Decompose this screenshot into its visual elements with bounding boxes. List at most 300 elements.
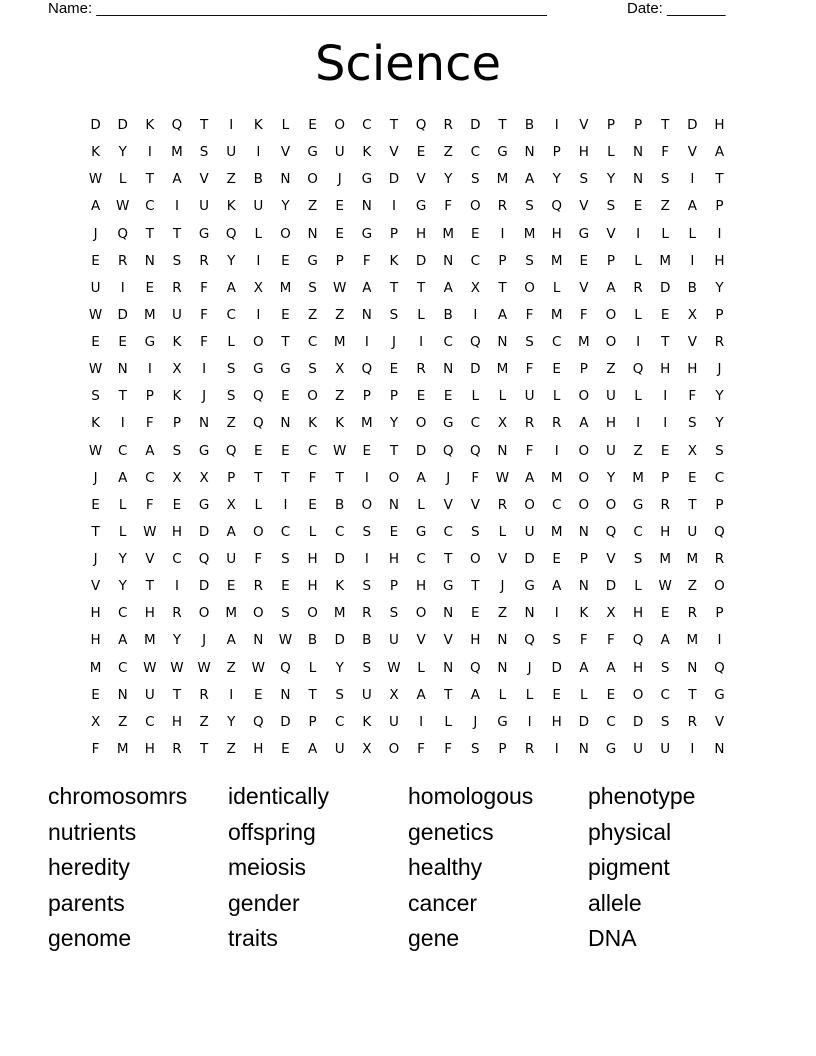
grid-letter: R <box>497 496 508 513</box>
grid-letter: Z <box>687 578 697 595</box>
grid-letter: G <box>198 225 210 242</box>
grid-letter: Q <box>714 523 725 540</box>
grid-letter: I <box>636 415 641 432</box>
grid-letter: Z <box>118 713 128 730</box>
grid-letter: Y <box>335 659 344 676</box>
grid-letter: V <box>470 496 480 513</box>
grid-letter: A <box>579 659 589 676</box>
grid-letter: X <box>470 279 480 296</box>
grid-letter: T <box>199 740 209 757</box>
grid-letter: C <box>145 713 155 730</box>
grid-letter: N <box>497 659 508 676</box>
grid-letter: H <box>687 361 698 378</box>
grid-letter: Q <box>252 415 264 432</box>
grid-letter: Q <box>469 442 481 459</box>
grid-letter: R <box>551 415 562 432</box>
grid-letter: L <box>118 523 127 540</box>
grid-letter: S <box>660 713 670 730</box>
grid-letter: V <box>579 117 589 133</box>
grid-letter: C <box>117 659 128 676</box>
grid-letter: O <box>632 686 644 703</box>
grid-letter: Q <box>280 659 291 676</box>
grid-letter: L <box>417 496 425 513</box>
grid-letter: T <box>498 117 507 133</box>
grid-letter: R <box>172 740 182 757</box>
grid-letter: E <box>688 469 697 486</box>
grid-letter: T <box>145 171 154 188</box>
grid-letter: V <box>579 198 589 215</box>
grid-letter: P <box>145 388 154 405</box>
grid-letter: S <box>389 605 399 622</box>
grid-letter: P <box>606 252 616 269</box>
grid-letter: O <box>415 605 427 622</box>
grid-letter: L <box>634 578 642 595</box>
grid-letter: J <box>473 713 478 730</box>
grid-letter: E <box>362 442 372 459</box>
grid-letter: D <box>90 117 101 133</box>
grid-letter: M <box>550 523 563 540</box>
grid-letter: I <box>202 361 207 378</box>
grid-letter: A <box>606 659 616 676</box>
grid-letter: I <box>147 144 152 161</box>
grid-letter: U <box>361 686 372 703</box>
word-list-item: pigment <box>588 854 670 880</box>
grid-letter: T <box>199 117 209 133</box>
grid-letter: C <box>145 469 155 486</box>
grid-letter: T <box>471 578 480 595</box>
grid-letter: N <box>497 334 508 350</box>
grid-letter: W <box>333 442 347 459</box>
grid-letter: T <box>661 334 670 350</box>
grid-letter: I <box>364 469 369 486</box>
grid-letter: J <box>500 578 505 595</box>
grid-letter: N <box>578 578 589 595</box>
grid-letter: E <box>633 198 643 215</box>
grid-letter: R <box>524 415 535 432</box>
grid-letter: X <box>362 740 372 757</box>
grid-letter: O <box>252 334 264 350</box>
grid-letter: S <box>633 551 643 567</box>
grid-letter: E <box>335 198 344 215</box>
grid-letter: G <box>361 225 373 242</box>
grid-letter: W <box>143 659 157 676</box>
grid-letter: O <box>578 388 590 405</box>
grid-letter: M <box>496 361 509 378</box>
grid-letter: I <box>256 252 261 269</box>
grid-letter: O <box>524 279 535 296</box>
grid-letter: D <box>280 713 291 730</box>
grid-letter: T <box>389 117 399 133</box>
grid-letter: R <box>416 361 426 378</box>
grid-letter: L <box>634 306 642 323</box>
grid-letter: H <box>307 578 318 595</box>
grid-letter: V <box>606 225 616 242</box>
grid-letter: V <box>687 334 697 350</box>
grid-letter: N <box>388 496 399 513</box>
grid-letter: R <box>660 496 670 513</box>
grid-letter: V <box>90 578 101 595</box>
grid-letter: B <box>253 171 263 188</box>
grid-letter: I <box>554 117 559 133</box>
grid-letter: K <box>226 198 236 215</box>
grid-letter: V <box>687 144 697 161</box>
grid-letter: L <box>471 388 480 405</box>
grid-letter: E <box>91 252 100 269</box>
grid-letter: F <box>444 198 453 215</box>
grid-letter: O <box>524 496 535 513</box>
grid-letter: A <box>226 523 236 540</box>
grid-letter: K <box>362 144 372 161</box>
grid-letter: K <box>172 334 182 350</box>
grid-letter: G <box>524 578 535 595</box>
grid-letter: J <box>337 171 342 188</box>
grid-letter: L <box>308 523 317 540</box>
grid-letter: N <box>443 605 454 622</box>
grid-letter: C <box>660 686 670 703</box>
grid-letter: N <box>524 144 535 161</box>
grid-letter: O <box>578 469 590 486</box>
grid-letter: C <box>334 713 345 730</box>
grid-letter: T <box>172 225 182 242</box>
grid-letter: Q <box>252 388 264 405</box>
grid-letter: R <box>253 578 263 595</box>
grid-letter: E <box>579 252 589 269</box>
grid-letter: F <box>525 361 534 378</box>
grid-letter: S <box>579 171 589 188</box>
grid-letter: Q <box>225 442 237 459</box>
grid-letter: F <box>688 388 697 405</box>
grid-letter: E <box>606 686 616 703</box>
grid-letter: O <box>361 496 373 513</box>
grid-letter: P <box>362 388 371 405</box>
grid-letter: F <box>362 252 371 269</box>
grid-letter: M <box>686 632 699 649</box>
grid-letter: I <box>229 686 234 703</box>
grid-letter: A <box>362 279 372 296</box>
word-list-item: allele <box>588 889 642 916</box>
grid-letter: L <box>254 496 263 513</box>
grid-letter: K <box>172 388 182 405</box>
grid-letter: J <box>391 334 396 350</box>
grid-letter: M <box>333 605 346 622</box>
grid-letter: C <box>362 117 372 133</box>
grid-letter: J <box>93 469 98 486</box>
grid-letter: U <box>388 713 399 730</box>
grid-letter: V <box>145 551 155 567</box>
grid-letter: K <box>91 144 100 161</box>
grid-letter: N <box>253 632 264 649</box>
grid-letter: N <box>280 415 291 432</box>
grid-letter: X <box>253 279 263 296</box>
word-list-item: identically <box>228 783 329 809</box>
grid-letter: S <box>172 252 182 269</box>
grid-letter: E <box>254 442 263 459</box>
grid-letter: P <box>308 713 317 730</box>
grid-letter: L <box>607 144 615 161</box>
grid-letter: E <box>308 117 317 133</box>
grid-letter: D <box>117 117 128 133</box>
grid-letter: H <box>415 225 427 242</box>
grid-letter: I <box>229 117 234 133</box>
grid-letter: R <box>117 252 128 269</box>
grid-letter: E <box>389 523 399 540</box>
grid-letter: T <box>254 469 263 486</box>
date-field: Date: _______ <box>627 0 726 17</box>
grid-letter: F <box>417 740 425 757</box>
grid-letter: O <box>307 171 318 188</box>
grid-letter: U <box>605 388 616 405</box>
grid-letter: X <box>172 361 182 378</box>
grid-letter: M <box>360 415 373 432</box>
grid-letter: U <box>334 144 345 161</box>
grid-letter: E <box>91 496 100 513</box>
grid-letter: G <box>361 171 373 188</box>
grid-letter: U <box>687 523 698 540</box>
grid-letter: I <box>364 551 369 567</box>
grid-letter: Z <box>226 740 236 757</box>
grid-letter: W <box>143 523 157 540</box>
grid-letter: V <box>579 279 589 296</box>
grid-letter: A <box>552 578 562 595</box>
grid-letter: T <box>444 551 453 567</box>
grid-letter: O <box>252 605 264 622</box>
grid-letter: R <box>172 279 182 296</box>
grid-letter: N <box>117 361 128 378</box>
grid-letter: Z <box>307 198 318 215</box>
grid-letter: C <box>117 605 128 622</box>
grid-letter: A <box>687 198 697 215</box>
grid-letter: L <box>308 659 317 676</box>
grid-letter: U <box>253 198 264 215</box>
grid-letter: P <box>661 469 670 486</box>
grid-letter: D <box>470 117 481 133</box>
grid-letter: H <box>632 659 644 676</box>
grid-letter: O <box>714 578 725 595</box>
word-list-item: parents <box>48 889 125 916</box>
grid-letter: S <box>199 144 209 161</box>
grid-letter: A <box>470 686 480 703</box>
grid-letter: L <box>552 279 561 296</box>
grid-letter: Z <box>226 415 236 432</box>
grid-letter: X <box>606 605 616 622</box>
grid-letter: W <box>88 442 103 459</box>
grid-letter: C <box>714 469 725 486</box>
grid-letter: P <box>633 117 643 133</box>
grid-letter: T <box>172 686 182 703</box>
grid-letter: A <box>524 171 535 188</box>
grid-letter: N <box>144 252 155 269</box>
grid-letter: Q <box>469 659 481 676</box>
grid-letter: N <box>578 740 589 757</box>
grid-letter: H <box>714 117 725 133</box>
grid-letter: A <box>579 415 589 432</box>
grid-letter: R <box>199 686 209 703</box>
grid-letter: Z <box>226 659 236 676</box>
grid-letter: P <box>498 252 507 269</box>
grid-letter: G <box>714 686 725 703</box>
grid-letter: E <box>416 388 426 405</box>
grid-letter: J <box>93 551 98 567</box>
grid-letter: A <box>714 144 725 161</box>
grid-letter: Q <box>551 198 562 215</box>
grid-letter: A <box>606 279 616 296</box>
grid-letter: I <box>554 605 559 622</box>
grid-letter: H <box>714 252 725 269</box>
grid-letter: M <box>333 334 346 350</box>
grid-letter: O <box>334 117 345 133</box>
grid-letter: Q <box>605 523 617 540</box>
grid-letter: P <box>498 740 507 757</box>
grid-letter: E <box>552 361 561 378</box>
grid-letter: I <box>174 578 179 595</box>
grid-letter: H <box>144 605 155 622</box>
word-list-item: DNA <box>588 925 637 951</box>
grid-letter: E <box>118 334 127 350</box>
grid-letter: P <box>389 578 399 595</box>
word-list-item: healthy <box>408 854 483 880</box>
grid-letter: O <box>280 225 291 242</box>
grid-letter: L <box>254 225 263 242</box>
grid-letter: T <box>389 279 399 296</box>
grid-letter: S <box>525 252 534 269</box>
grid-letter: Q <box>225 225 237 242</box>
grid-letter: H <box>388 551 400 567</box>
grid-letter: F <box>91 740 100 757</box>
grid-letter: D <box>659 279 671 296</box>
grid-letter: D <box>334 551 345 567</box>
grid-letter: I <box>690 171 695 188</box>
grid-letter: I <box>717 225 722 242</box>
grid-letter: A <box>497 306 508 323</box>
grid-letter: O <box>605 334 617 350</box>
name-field: Name: ______________________________________________________ <box>48 0 547 17</box>
grid-letter: V <box>199 171 209 188</box>
grid-letter: L <box>227 334 235 350</box>
grid-letter: U <box>144 686 155 703</box>
grid-letter: R <box>633 279 643 296</box>
grid-letter: D <box>415 252 427 269</box>
grid-letter: W <box>495 469 510 486</box>
grid-letter: Y <box>606 171 616 188</box>
grid-letter: N <box>199 415 210 432</box>
grid-letter: F <box>200 279 208 296</box>
grid-letter: L <box>444 713 452 730</box>
grid-letter: C <box>470 144 481 161</box>
grid-letter: I <box>147 361 152 378</box>
word-list-item: gene <box>408 925 460 951</box>
word-list-item: cancer <box>408 889 478 916</box>
grid-letter: K <box>335 578 345 595</box>
grid-letter: F <box>444 740 453 757</box>
grid-letter: Z <box>335 388 345 405</box>
word-list-item: phenotype <box>588 783 696 809</box>
grid-letter: P <box>389 225 399 242</box>
grid-letter: T <box>498 279 507 296</box>
grid-letter: L <box>498 523 507 540</box>
grid-letter: D <box>198 578 210 595</box>
grid-letter: Q <box>415 117 427 133</box>
grid-letter: I <box>120 415 125 432</box>
grid-letter: U <box>226 144 237 161</box>
grid-letter: A <box>118 632 128 649</box>
grid-letter: S <box>362 659 372 676</box>
grid-letter: S <box>226 388 236 405</box>
grid-letter: C <box>470 252 481 269</box>
grid-letter: O <box>252 523 264 540</box>
grid-letter: W <box>197 659 211 676</box>
grid-letter: U <box>90 279 101 296</box>
grid-letter: E <box>91 686 100 703</box>
grid-letter: R <box>199 252 209 269</box>
grid-letter: G <box>415 198 427 215</box>
grid-letter: H <box>307 551 318 567</box>
grid-letter: O <box>469 551 481 567</box>
grid-letter: V <box>389 144 399 161</box>
grid-letter: H <box>253 740 264 757</box>
grid-letter: N <box>633 144 644 161</box>
grid-letter: Q <box>632 632 644 649</box>
grid-letter: O <box>605 496 617 513</box>
grid-letter: Q <box>469 334 481 350</box>
grid-letter: W <box>333 279 347 296</box>
grid-letter: I <box>554 740 559 757</box>
grid-letter: U <box>524 523 535 540</box>
grid-letter: Q <box>252 713 264 730</box>
grid-letter: E <box>660 442 670 459</box>
grid-letter: M <box>279 279 292 296</box>
grid-letter: D <box>524 551 535 567</box>
grid-letter: A <box>416 469 426 486</box>
grid-letter: C <box>145 198 155 215</box>
grid-letter: G <box>307 252 318 269</box>
grid-letter: L <box>661 225 669 242</box>
grid-letter: P <box>227 469 236 486</box>
grid-letter: V <box>714 713 725 730</box>
grid-letter: C <box>443 523 453 540</box>
grid-letter: H <box>551 225 562 242</box>
grid-letter: H <box>605 415 617 432</box>
grid-letter: J <box>93 225 98 242</box>
grid-letter: M <box>496 171 509 188</box>
grid-letter: J <box>717 361 722 378</box>
grid-letter: Q <box>198 551 210 567</box>
grid-letter: G <box>198 496 210 513</box>
grid-letter: C <box>280 523 291 540</box>
grid-letter: H <box>470 632 481 649</box>
grid-letter: Y <box>118 551 127 567</box>
grid-letter: S <box>660 171 670 188</box>
grid-letter: F <box>145 496 154 513</box>
grid-letter: F <box>607 632 615 649</box>
grid-letter: Z <box>660 198 670 215</box>
grid-letter: A <box>145 442 155 459</box>
word-list-item: genetics <box>408 818 494 845</box>
grid-letter: H <box>660 361 671 378</box>
grid-letter: Y <box>552 171 561 188</box>
grid-letter: S <box>715 442 724 459</box>
grid-letter: G <box>198 442 210 459</box>
grid-letter: M <box>143 306 156 323</box>
grid-letter: A <box>524 469 535 486</box>
grid-letter: T <box>281 334 290 350</box>
grid-letter: F <box>579 306 588 323</box>
grid-letter: K <box>335 415 345 432</box>
grid-letter: N <box>524 605 535 622</box>
grid-letter: T <box>661 117 670 133</box>
grid-letter: M <box>550 306 563 323</box>
grid-letter: Z <box>443 144 453 161</box>
grid-letter: H <box>415 578 427 595</box>
